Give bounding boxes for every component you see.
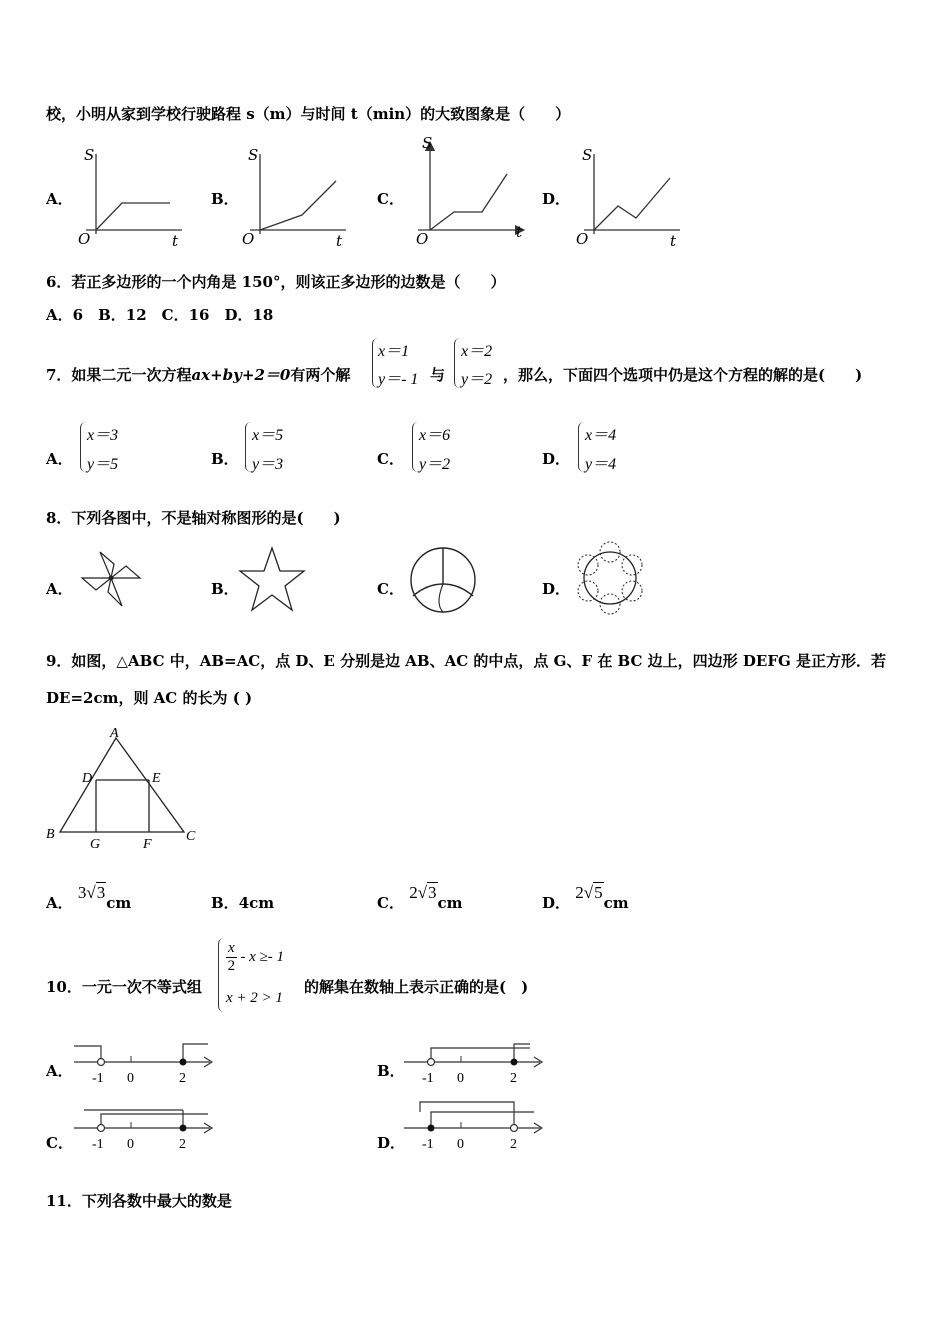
q8-star-figure <box>236 544 308 616</box>
q10-stem-b: 的解集在数轴上表示正确的是( ) <box>304 978 529 996</box>
q10-ineq1-num: x <box>228 940 235 956</box>
q10-numberline-a <box>70 1036 220 1086</box>
q9-stem-line2: DE=2cm，则 AC 的长为 ( ) <box>46 689 253 707</box>
q7-stem-c: ，那么，下面四个选项中仍是这个方程的解的是( ) <box>503 366 863 384</box>
q5-option-d-label: D． <box>542 190 571 208</box>
q10-numberline-d <box>400 1098 550 1152</box>
q10c-tick-2: 2 <box>179 1137 186 1152</box>
q7-option-d-x: x＝4 <box>585 427 617 444</box>
q7-option-c-label: C． <box>377 450 404 468</box>
q7-option-a-brace <box>80 422 87 472</box>
q7-sol2-y: y＝2 <box>461 371 493 388</box>
q7-option-b-brace <box>245 422 252 472</box>
q6-answers: A．6 B．12 C．16 D．18 <box>46 306 274 324</box>
q9-label-b: B <box>46 827 55 842</box>
q5b-origin: O <box>242 230 255 248</box>
q9-label-e: E <box>152 771 161 786</box>
q9-label-c: C <box>186 829 196 844</box>
q10-system-brace <box>218 938 225 1012</box>
q9-option-d-coef: 2 <box>575 883 584 902</box>
q10a-tick-2: 2 <box>179 1071 186 1086</box>
q9-label-a: A <box>110 726 119 741</box>
q9-option-b-text: 4cm <box>238 894 275 912</box>
q8-flower-figure <box>572 540 648 616</box>
q9-label-d: D <box>82 771 93 786</box>
q8-stem: 8．下列各图中，不是轴对称图形的是( ) <box>46 509 341 527</box>
q5b-axis-s: S <box>248 146 259 164</box>
q7-option-b-label: B． <box>211 450 239 468</box>
q9-label-f: F <box>143 837 152 852</box>
q10-option-b-label: B． <box>377 1062 405 1080</box>
q9-option-d-rad: 5 <box>594 883 603 902</box>
q9-option-c-rad: 3 <box>428 883 437 902</box>
q10d-tick-neg1: -1 <box>422 1137 434 1152</box>
q9-option-c-label: C． <box>377 894 404 912</box>
q7-option-b-y: y＝3 <box>252 456 284 473</box>
q7-option-d-y: y＝4 <box>585 456 617 473</box>
q10d-tick-2: 2 <box>510 1137 517 1152</box>
q7-sol1-x: x＝1 <box>378 343 410 360</box>
q5a-origin: O <box>78 230 91 248</box>
q9-option-a-coef: 3 <box>77 883 87 902</box>
q10-numberline-c <box>70 1106 220 1156</box>
q5d-axis-t: t <box>670 232 677 250</box>
q5-graph-b <box>236 140 351 252</box>
q10-option-a-label: A． <box>46 1062 73 1080</box>
q5-option-a-label: A． <box>46 190 73 208</box>
q7-stem <box>46 364 350 385</box>
q9-option-a: A． 3√3cm <box>46 883 132 912</box>
q8-option-a-label: A． <box>46 580 73 598</box>
q8-option-b-label: B． <box>211 580 239 598</box>
q9-option-a-unit: cm <box>106 894 132 912</box>
q5a-axis-s: S <box>84 146 95 164</box>
q7-option-c-brace <box>412 422 419 472</box>
q8-pinwheel-figure <box>76 544 148 616</box>
q6-stem: 6．若正多边形的一个内角是 150°，则该正多边形的边数是（ ） <box>46 273 506 291</box>
q7-option-b-x: x＝5 <box>252 427 284 444</box>
q5-graph-c <box>404 134 529 252</box>
q7-option-a-y: y＝5 <box>87 456 119 473</box>
q7-sol2-x: x＝2 <box>461 343 493 360</box>
q8-circle-figure <box>405 544 481 616</box>
q11-stem: 11．下列各数中最大的数是 <box>46 1192 232 1210</box>
q7-and: 与 <box>430 366 446 384</box>
q5d-origin: O <box>576 230 589 248</box>
q7-stem-b: 有两个解 <box>290 366 351 384</box>
q7-option-a-x: x＝3 <box>87 427 119 444</box>
q10b-tick-2: 2 <box>510 1071 517 1086</box>
q5b-axis-t: t <box>336 232 343 250</box>
q9-option-a-label: A． <box>46 894 73 912</box>
q9-stem-line1: 9．如图，△ABC 中，AB=AC，点 D、E 分别是边 AB、AC 的中点，点 G、F 在 BC 边上，四边形 DEFG 是正方形．若 <box>46 652 887 670</box>
q9-label-g: G <box>90 837 101 852</box>
q8-option-d-label: D． <box>542 580 571 598</box>
q10c-tick-0: 0 <box>127 1137 134 1152</box>
q10d-tick-0: 0 <box>457 1137 464 1152</box>
q7-option-a-label: A． <box>46 450 73 468</box>
q7-option-d-brace <box>578 422 585 472</box>
q10-ineq1-rest: - x ≥- 1 <box>240 949 285 965</box>
q10b-tick-0: 0 <box>457 1071 464 1086</box>
q9-option-c: C． 2√3cm <box>377 883 463 912</box>
q8-option-c-label: C． <box>377 580 404 598</box>
q5-option-c-label: C． <box>377 190 404 208</box>
q7-sol2-brace <box>454 338 461 388</box>
q7-option-c-x: x＝6 <box>419 427 451 444</box>
q10-stem-a: 10．一元一次不等式组 <box>46 978 202 996</box>
q7-sol1-y: y＝- 1 <box>378 371 419 388</box>
q10-option-c-label: C． <box>46 1134 73 1152</box>
q10c-tick-neg1: -1 <box>92 1137 104 1152</box>
q9-option-b <box>211 892 274 913</box>
q10b-tick-neg1: -1 <box>422 1071 434 1086</box>
q5-graph-a <box>72 140 187 252</box>
q10a-tick-0: 0 <box>127 1071 134 1086</box>
q10-numberline-b <box>400 1036 550 1086</box>
q5c-axis-t: t <box>516 223 523 241</box>
q9-option-d-label: D． <box>542 894 571 912</box>
q5a-axis-t: t <box>172 232 179 250</box>
q5-stem: 校，小明从家到学校行驶路程 s（m）与时间 t（min）的大致图象是（ ） <box>46 105 571 123</box>
q5d-axis-s: S <box>582 146 593 164</box>
q5c-origin: O <box>416 230 429 248</box>
q10-option-d-label: D． <box>377 1134 406 1152</box>
q9-option-c-unit: cm <box>437 894 463 912</box>
q10-ineq1-den: 2 <box>227 958 236 974</box>
q9-option-d-unit: cm <box>603 894 629 912</box>
q9-option-b-label: B． <box>211 894 239 912</box>
q7-stem-a: 7．如果二元一次方程 <box>46 366 192 384</box>
q10-ineq2: x + 2 > 1 <box>226 990 283 1006</box>
q9-option-a-rad: 3 <box>96 883 106 902</box>
q5-graph-d <box>570 140 685 252</box>
q10-ineq1 <box>226 940 284 975</box>
q7-option-c-y: y＝2 <box>419 456 451 473</box>
q5-option-b-label: B． <box>211 190 239 208</box>
q9-option-c-coef: 2 <box>409 883 418 902</box>
q9-option-d: D． 2√5cm <box>542 883 629 912</box>
q7-equation: ax+by+2＝0 <box>191 366 291 384</box>
q7-option-d-label: D． <box>542 450 571 468</box>
q9-triangle-figure <box>44 724 204 854</box>
q5c-axis-s: S <box>422 134 433 152</box>
q10a-tick-neg1: -1 <box>92 1071 104 1086</box>
